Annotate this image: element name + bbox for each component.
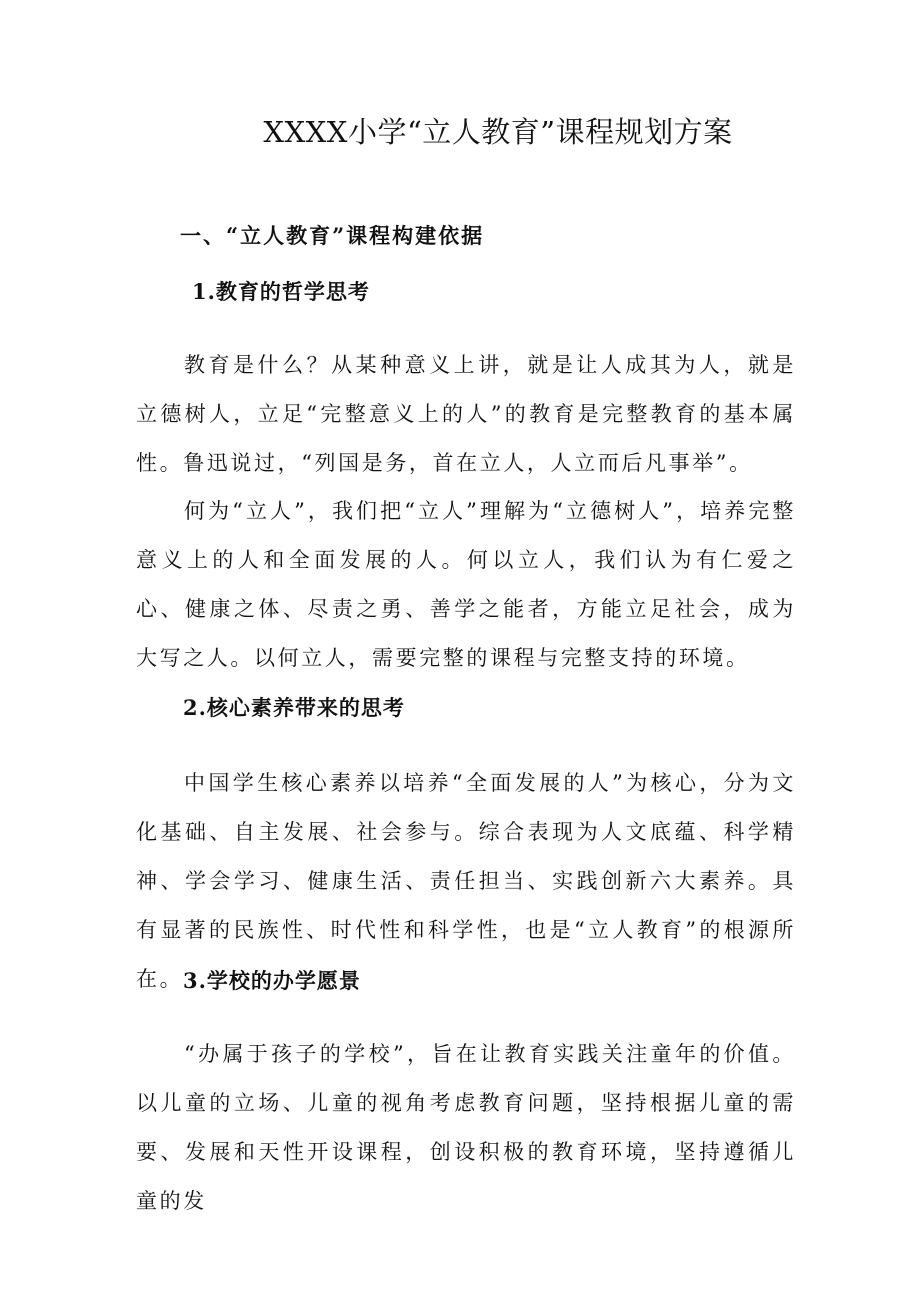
paragraph-4: “办属于孩子的学校”，旨在让教育实践关注童年的价值。以儿童的立场、儿童的视角考虑教育问题，坚持根据儿童的需要、发展和天性开设课程，创设积极的教育环境，坚持遵循儿童的发 <box>136 1042 796 1213</box>
section-heading-1: 一、“立人教育”课程构建依据 <box>180 223 485 248</box>
paragraph-3: 中国学生核心素养以培养“全面发展的人”为核心，分为文化基础、自主发展、社会参与。综合表现为人文底蕴、科学精神、学会学习、健康生活、责任担当、实践创新六大素养。具有显著的民族性、时代性和科学性，也是“立人教育”的根源所在。 <box>136 771 796 991</box>
paragraph-2: 何为“立人”，我们把“立人”理解为“立德树人”，培养完整意义上的人和全面发展的人。何以立人，我们认为有仁爱之心、健康之体、尽责之勇、善学之能者，方能立足社会，成为大写之人。以何立人，需要完整的课程与完整支持的环境。 <box>136 499 796 670</box>
subsection-heading-2: 2.核心素养带来的思考 <box>183 695 405 720</box>
subsection-heading-3: 3.学校的办学愿景 <box>183 968 361 993</box>
document-title: XXXX小学“立人教育”课程规划方案 <box>263 115 733 149</box>
subsection-heading-1: 1.教育的哲学思考 <box>192 279 370 304</box>
paragraph-1: 教育是什么？从某种意义上讲，就是让人成其为人，就是立德树人，立足“完整意义上的人”的教育是完整教育的基本属性。鲁迅说过，“列国是务，首在立人，人立而后凡事举”。 <box>136 353 796 475</box>
